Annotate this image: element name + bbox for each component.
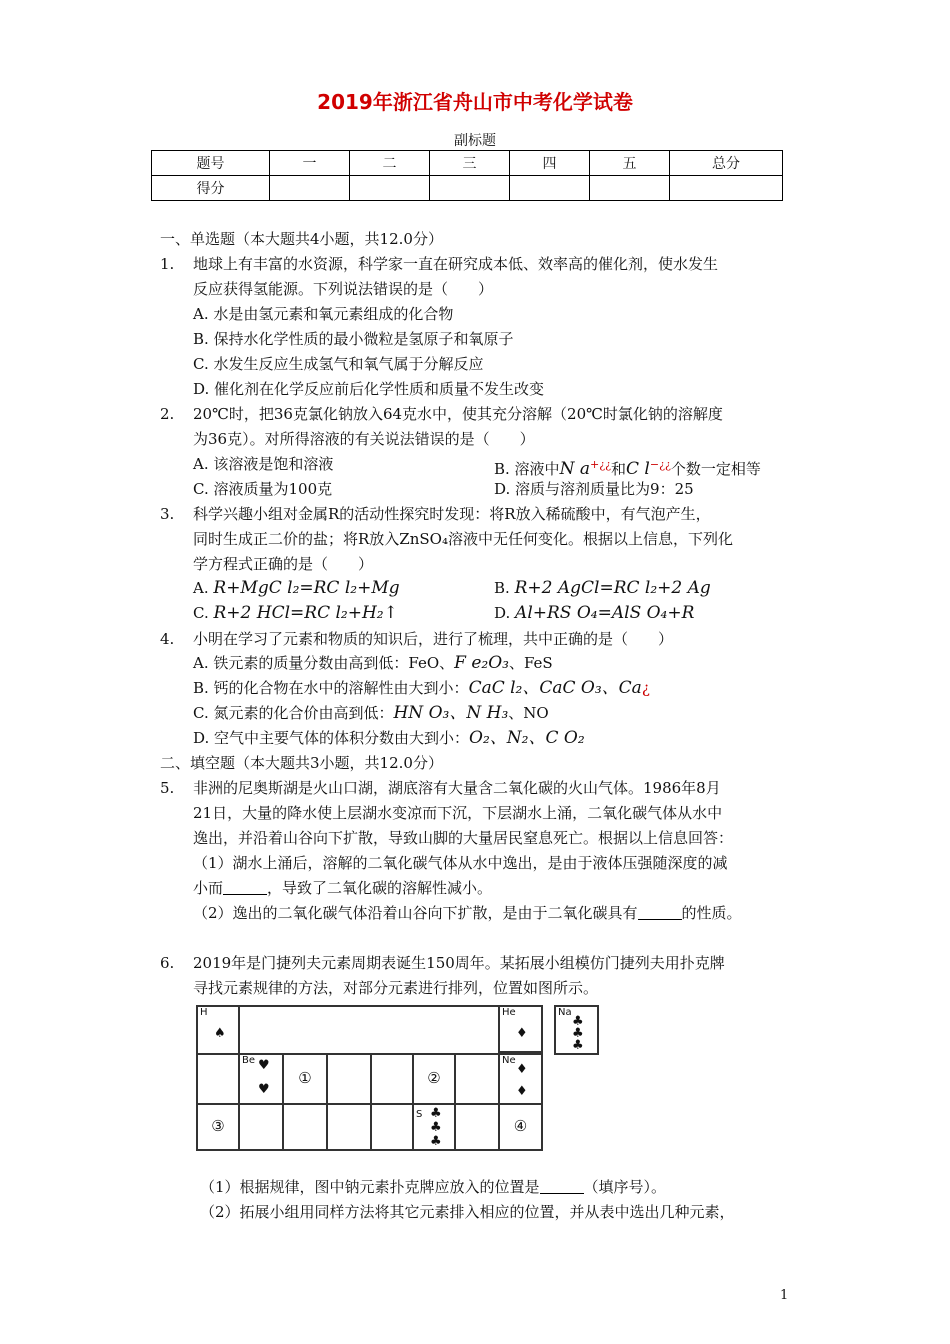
card-sodium bbox=[554, 1005, 599, 1055]
score-table-header-row bbox=[152, 151, 783, 176]
text-part: 小而 bbox=[193, 879, 224, 897]
score-cell bbox=[590, 176, 670, 201]
equation-b: R+2 AgCl=RC l₂+2 Ag bbox=[514, 578, 711, 598]
diamond-icon: ♦ bbox=[516, 1084, 528, 1099]
grid-cell-empty bbox=[238, 1103, 284, 1151]
header-cell: 题号 bbox=[152, 151, 270, 176]
option-text: D. 空气中主要气体的体积分数由大到小： bbox=[193, 729, 470, 747]
grid-cell-empty bbox=[196, 1053, 240, 1105]
formula: F e₂O₃ bbox=[454, 653, 509, 673]
option-label: C. bbox=[193, 604, 209, 622]
element-symbol: Na bbox=[558, 1007, 572, 1018]
club-icon: ♣ bbox=[572, 1026, 584, 1041]
option-b-suffix: 个数一定相等 bbox=[670, 460, 761, 478]
option-c: C. 溶液质量为100克 bbox=[193, 480, 333, 498]
heart-icon: ♥ bbox=[258, 1082, 270, 1097]
question-text bbox=[193, 901, 742, 926]
question-text: （1）湖水上涌后，溶解的二氧化碳气体从水中逸出，是由于液体压强随深度的减 bbox=[193, 854, 728, 872]
option-a: A. 该溶液是饱和溶液 bbox=[193, 455, 334, 473]
option-label: A. bbox=[193, 579, 209, 597]
option-label: B. bbox=[494, 579, 510, 597]
score-table bbox=[151, 150, 783, 201]
card-neon bbox=[498, 1053, 543, 1105]
option-b bbox=[494, 576, 711, 601]
question-text bbox=[193, 876, 492, 901]
question-text: 20℃时，把36克氯化钠放入64克水中，使其充分溶解（20℃时氯化钠的溶解度 bbox=[193, 405, 723, 423]
score-cell bbox=[510, 176, 590, 201]
club-icon: ♣ bbox=[430, 1134, 442, 1149]
option-text: B. 钙的化合物在水中的溶解性由大到小： bbox=[193, 679, 469, 697]
element-symbol: H bbox=[200, 1007, 208, 1018]
question-text: 为36克）。对所得溶液的有关说法错误的是（ ） bbox=[193, 430, 535, 448]
element-symbol: Ne bbox=[502, 1055, 516, 1066]
text-part: （1）根据规律，图中钠元素扑克牌应放入的位置是 bbox=[200, 1178, 540, 1196]
card-hydrogen bbox=[196, 1005, 240, 1055]
option-c: C. 水发生反应生成氢气和氧气属于分解反应 bbox=[193, 355, 484, 373]
section-heading: 一、单选题（本大题共4小题，共12.0分） bbox=[160, 230, 443, 248]
question-text: 同时生成正二价的盐；将R放入ZnSO₄溶液中无任何变化。根据以上信息，下列化 bbox=[193, 530, 733, 548]
card-sulfur bbox=[412, 1103, 456, 1151]
sodium-charge: +¿¿ bbox=[589, 458, 611, 471]
option-text: 、FeS bbox=[508, 654, 553, 672]
question-text: （2）拓展小组用同样方法将其它元素排入相应的位置，并从表中选出几种元素， bbox=[200, 1203, 735, 1221]
grid-cell-empty bbox=[282, 1103, 328, 1151]
option-text: C. 氮元素的化合价由高到低： bbox=[193, 704, 394, 722]
question-number: 4. bbox=[160, 630, 175, 648]
option-a bbox=[193, 651, 553, 676]
subtitle: 副标题 bbox=[454, 133, 496, 149]
text-part: （2）逸出的二氧化碳气体沿着山谷向下扩散，是由于二氧化碳具有 bbox=[193, 904, 638, 922]
grid-cell-empty bbox=[326, 1053, 372, 1105]
header-cell: 四 bbox=[510, 151, 590, 176]
option-text: 、NO bbox=[508, 704, 549, 722]
club-icon: ♣ bbox=[430, 1120, 442, 1135]
option-b bbox=[193, 676, 650, 701]
card-helium bbox=[498, 1005, 543, 1053]
club-icon: ♣ bbox=[572, 1014, 584, 1029]
score-cell bbox=[270, 176, 350, 201]
equation-a: R+MgC l₂=RC l₂+Mg bbox=[213, 578, 400, 598]
grid-top-border bbox=[196, 1005, 543, 1007]
question-number: 3. bbox=[160, 505, 175, 523]
formula: O₂、N₂、C O₂ bbox=[469, 728, 585, 748]
question-text: 地球上有丰富的水资源，科学家一直在研究成本低、效率高的催化剂，使水发生 bbox=[193, 255, 719, 273]
page-title: 2019年浙江省舟山市中考化学试卷 bbox=[317, 90, 633, 114]
diamond-icon: ♦ bbox=[516, 1062, 528, 1077]
question-number: 6. bbox=[160, 954, 175, 972]
section-heading: 二、填空题（本大题共3小题，共12.0分） bbox=[160, 754, 443, 772]
question-text: 非洲的尼奥斯湖是火山口湖，湖底溶有大量含二氧化碳的火山气体。1986年8月 bbox=[193, 779, 721, 797]
option-label: D. bbox=[494, 604, 511, 622]
option-a: A. 水是由氢元素和氧元素组成的化合物 bbox=[193, 305, 454, 323]
option-d: D. 溶质与溶剂质量比为9：25 bbox=[494, 480, 694, 498]
option-d bbox=[193, 726, 585, 751]
club-icon: ♣ bbox=[430, 1106, 442, 1121]
card-beryllium bbox=[238, 1053, 284, 1105]
option-c bbox=[193, 601, 398, 626]
question-number: 5. bbox=[160, 779, 175, 797]
diamond-icon: ♦ bbox=[516, 1026, 528, 1041]
position-marker: ③ bbox=[211, 1117, 225, 1135]
question-text: 寻找元素规律的方法，对部分元素进行排列，位置如图所示。 bbox=[193, 979, 599, 997]
header-cell: 二 bbox=[350, 151, 430, 176]
equation-c: R+2 HCl=RC l₂+H₂↑ bbox=[213, 603, 398, 623]
question-text: 小明在学习了元素和物质的知识后，进行了梳理，共中正确的是（ ） bbox=[193, 630, 674, 648]
header-cell: 总分 bbox=[670, 151, 783, 176]
grid-cell-empty bbox=[370, 1053, 414, 1105]
heart-icon: ♥ bbox=[258, 1058, 270, 1073]
chloride-charge: −¿¿ bbox=[649, 458, 671, 471]
garbled-mark: ¿ bbox=[641, 679, 650, 697]
grid-position-3[interactable] bbox=[196, 1103, 240, 1151]
score-cell bbox=[430, 176, 510, 201]
text-part: 的性质。 bbox=[681, 904, 742, 922]
row-label: 得分 bbox=[152, 176, 270, 201]
sodium-ion-formula: N a bbox=[559, 459, 590, 479]
option-b-mid: 和 bbox=[611, 460, 627, 478]
answer-blank[interactable] bbox=[638, 905, 682, 920]
spade-icon: ♠ bbox=[214, 1026, 226, 1041]
answer-blank[interactable] bbox=[540, 1179, 584, 1194]
option-b: B. 保持水化学性质的最小微粒是氢原子和氧原子 bbox=[193, 330, 514, 348]
chloride-ion-formula: C l bbox=[626, 459, 650, 479]
question-text: 科学兴趣小组对金属R的活动性探究时发现：将R放入稀硫酸中，有气泡产生， bbox=[193, 505, 711, 523]
option-d bbox=[494, 601, 694, 626]
club-icon: ♣ bbox=[572, 1038, 584, 1053]
element-symbol: He bbox=[502, 1007, 516, 1018]
grid-position-4[interactable] bbox=[498, 1103, 543, 1151]
grid-position-2[interactable] bbox=[412, 1053, 456, 1105]
element-symbol: S bbox=[416, 1109, 423, 1120]
question-text bbox=[200, 1175, 666, 1200]
equation-d: Al+RS O₄=AlS O₄+R bbox=[515, 603, 695, 623]
option-d: D. 催化剂在化学反应前后化学性质和质量不发生改变 bbox=[193, 380, 545, 398]
text-part: ，导致了二氧化碳的溶解性减小。 bbox=[267, 879, 493, 897]
position-marker: ④ bbox=[513, 1117, 528, 1135]
header-cell: 五 bbox=[590, 151, 670, 176]
formula: HN O₃、N H₃ bbox=[393, 703, 509, 723]
text-part: （填序号）。 bbox=[583, 1178, 667, 1196]
question-number: 2. bbox=[160, 405, 175, 423]
header-cell: 一 bbox=[270, 151, 350, 176]
question-text: 21日，大量的降水使上层湖水变凉而下沉，下层湖水上涌，二氧化碳气体从水中 bbox=[193, 804, 723, 822]
grid-position-1[interactable] bbox=[282, 1053, 328, 1105]
score-cell bbox=[350, 176, 430, 201]
question-text: 2019年是门捷列夫元素周期表诞生150周年。某拓展小组模仿门捷列夫用扑克牌 bbox=[193, 954, 725, 972]
question-number: 1. bbox=[160, 255, 175, 273]
formula: CaC l₂、CaC O₃、Ca bbox=[468, 678, 642, 698]
header-cell: 三 bbox=[430, 151, 510, 176]
position-marker: ① bbox=[298, 1069, 312, 1087]
grid-cell-empty bbox=[454, 1053, 500, 1105]
option-c bbox=[193, 701, 549, 726]
score-table-score-row bbox=[152, 176, 783, 201]
grid-cell-empty bbox=[370, 1103, 414, 1151]
answer-blank[interactable] bbox=[223, 880, 267, 895]
question-text: 反应获得氢能源。下列说法错误的是（ ） bbox=[193, 280, 494, 298]
question-text: 学方程式正确的是（ ） bbox=[193, 555, 374, 573]
element-symbol: Be bbox=[242, 1055, 256, 1066]
page-number: 1 bbox=[780, 1288, 789, 1303]
score-cell bbox=[670, 176, 783, 201]
grid-cell-empty bbox=[454, 1103, 500, 1151]
option-b-prefix: B. 溶液中 bbox=[494, 460, 560, 478]
position-marker: ② bbox=[427, 1069, 441, 1087]
question-text: 逸出，并沿着山谷向下扩散，导致山脚的大量居民窒息死亡。根据以上信息回答： bbox=[193, 829, 734, 847]
option-a bbox=[193, 576, 400, 601]
grid-cell-empty bbox=[326, 1103, 372, 1151]
option-text: A. 铁元素的质量分数由高到低：FeO、 bbox=[193, 654, 455, 672]
